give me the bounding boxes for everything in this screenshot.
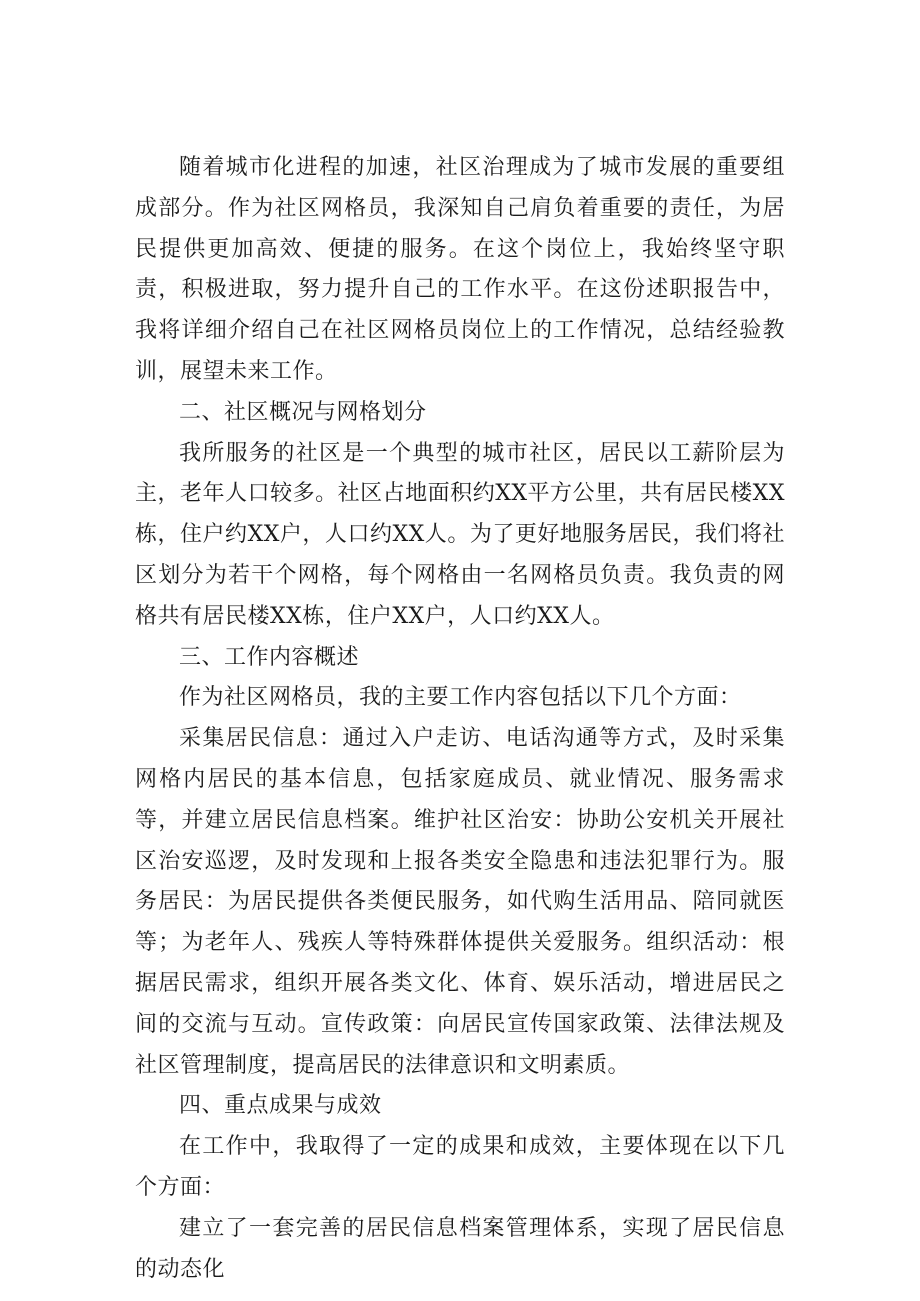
document-body	[135, 148, 785, 1290]
work-details-paragraph: 采集居民信息：通过入户走访、电话沟通等方式，及时采集网格内居民的基本信息，包括家庭成员、就业情况、服务需求等，并建立居民信息档案。维护社区治安：协助公安机关开展社区治安巡逻，及时发现和上报各类安全隐患和违法犯罪行为。服务居民：为居民提供各类便民服务，如代购生活用品、陪同就医等；为老年人、残疾人等特殊群体提供关爱服务。组织活动：根据居民需求，组织开展各类文化、体育、娱乐活动，增进居民之间的交流与互动。宣传政策：向居民宣传国家政策、法律法规及社区管理制度，提高居民的法律意识和文明素质。	[135, 726, 785, 1078]
section-heading-overview: 二、社区概况与网格划分	[179, 399, 427, 425]
achievements-detail-paragraph: 建立了一套完善的居民信息档案管理体系，实现了居民信息的动态化	[135, 1215, 785, 1282]
section-heading-achievements: 四、重点成果与成效	[179, 1093, 382, 1119]
intro-paragraph: 随着城市化进程的加速，社区治理成为了城市发展的重要组成部分。作为社区网格员，我深知自己肩负着重要的责任，为居民提供更加高效、便捷的服务。在这个岗位上，我始终坚守职责，积极进取，努力提升自己的工作水平。在这份述职报告中，我将详细介绍自己在社区网格员岗位上的工作情况，总结经验教训，展望未来工作。	[135, 155, 785, 384]
section-heading-work-content: 三、工作内容概述	[179, 644, 360, 670]
work-intro-paragraph: 作为社区网格员，我的主要工作内容包括以下几个方面：	[179, 685, 742, 711]
achievements-intro-paragraph: 在工作中，我取得了一定的成果和成效，主要体现在以下几个方面：	[135, 1134, 785, 1200]
community-paragraph: 我所服务的社区是一个典型的城市社区，居民以工薪阶层为主，老年人口较多。社区占地面积约XX平方公里，共有居民楼XX栋，住户约XX户，人口约XX人。为了更好地服务居民，我们将社区划分为若干个网格，每个网格由一名网格员负责。我负责的网格共有居民楼XX栋，住户XX户，人口约XX人。	[135, 440, 785, 629]
